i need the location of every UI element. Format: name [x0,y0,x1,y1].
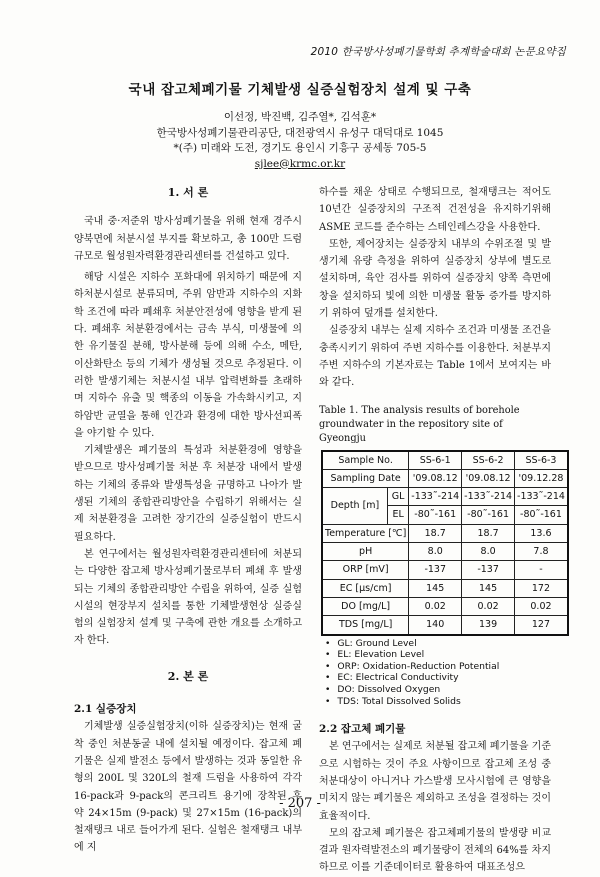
author-names: 이선정, 박진백, 김주열*, 김석훈* [223,111,377,123]
table-row-label: Depth [m] [322,488,387,525]
table-row-label: EL [387,506,408,524]
table-row-label: GL [387,488,408,506]
right-column [319,184,565,877]
affiliation-2: *(주) 미래와 도전, 경기도 용인시 기흥구 공세동 705-5 [173,142,427,154]
groundwater-analysis-table [321,450,569,636]
table-row-label: DO [mg/L] [322,597,409,615]
table-cell: -133˜-214 [462,488,515,506]
table-note: • EC: Electrical Conductivity [325,672,551,684]
paragraph: 실증장치 내부는 실제 지하수 조건과 미생물 조건을 충족시키기 위하여 주변 지하수를 이용한다. 처분부지 주변 지하수의 기본자료는 Table 1에서 보여지는 바와 같다. [319,325,551,389]
left-column [74,184,302,857]
author-block [0,110,600,172]
table-header-cell: SS-6-2 [462,451,515,470]
paper-title: 국내 잡고체폐기물 기체발생 실증실험장치 설계 및 구축 [128,82,472,98]
table-header-cell: SS-6-3 [515,451,568,470]
table-cell: '09.08.12 [409,469,462,487]
subsection-heading-waste: 2.2 잡고체 폐기물 [319,723,406,736]
table-row-label: Temperature [℃] [322,524,409,542]
table-cell: -137 [409,561,462,579]
paragraph: 국내 중·저준위 방사성폐기물을 위해 현재 경주시 양북면에 처분시설 부지를 확보하고, 총 100만 드럼 규모로 월성원자력환경관리센터를 건설하고 있다. [74,216,302,262]
author-email[interactable]: sjlee@krmc.or.kr [254,157,346,170]
table-note: • DO: Dissolved Oxygen [325,684,551,696]
table-cell: 13.6 [515,524,568,542]
table-cell: -80˜-161 [515,506,568,524]
table-row-label: TDS [mg/L] [322,616,409,635]
table-notes [325,638,551,708]
running-header: 2010 한국방사성폐기물학회 추계학술대회 논문요약집 [310,46,566,58]
table-cell: 18.7 [462,524,515,542]
table-row-label: EC [μs/cm] [322,579,409,597]
paragraph: 하수를 채운 상태로 수행되므로, 철재탱크는 적어도 10년간 실증장치의 구조적 건전성을 유지하기위해 ASME 코드를 준수하는 스테인레스강을 사용한다. [319,187,551,233]
table-cell: - [515,561,568,579]
table-cell: 139 [462,616,515,635]
table-row-label: ORP [mV] [322,561,409,579]
table-cell: 172 [515,579,568,597]
table-cell: -80˜-161 [462,506,515,524]
table-cell: 7.8 [515,543,568,561]
table-note: • GL: Ground Level [325,638,551,650]
table-cell: '09.12.28 [515,469,568,487]
paragraph: 모의 잡고체 폐기물은 잡고체폐기물의 발생량 비교결과 원자력발전소의 폐기물량이 전체의 64%를 차지하므로 이를 기준데이터로 활용하여 대표조성으 [319,827,551,874]
paragraph: 본 연구에서는 실제로 처분될 잡고체 폐기물을 기준으로 시험하는 것이 주요 사항이므로 잡고체 조성 중 처분대상이 아니거나 가스발생 모사시험에 큰 영향을 미치지 않는 폐기물은 제외하고 조성을 결정하는 것이 효율적이다. [319,741,551,822]
table-header-cell: Sample No. [322,451,409,470]
table-cell: 145 [462,579,515,597]
table-row-label: pH [322,543,409,561]
table-cell: 0.02 [515,597,568,615]
table-header-cell: SS-6-1 [409,451,462,470]
paragraph: 해당 시설은 지하수 포화대에 위치하기 때문에 지하처분시설로 분류되며, 주위 암반과 지하수의 지화학 조건에 따라 폐쇄후 처분안전성에 영향을 받게 된다. 폐쇄후 처분환경에서는 금속 부식, 미생물에 의한 유기물질 분해, 방사분해 등에 의해 수소, 메탄, 이산화탄소 등의 기체가 생성될 것으로 추정된다. 이러한 발생기체는 처분시설 내부 압력변화를 초래하며 지하수 유출 및 핵종의 이동을 가속화시키고, 지하암반 균열을 통해 인간과 환경에 대한 방사선피폭을 야기할 수 있다. [74,272,302,439]
table-note: • ORP: Oxidation-Reduction Potential [325,661,551,673]
table-cell: '09.08.12 [462,469,515,487]
table-note: • EL: Elevation Level [325,649,551,661]
table-cell: -133˜-214 [409,488,462,506]
table-cell: 140 [409,616,462,635]
table-cell: 18.7 [409,524,462,542]
table-cell: -137 [462,561,515,579]
table-cell: -133˜-214 [515,488,568,506]
page-number: - 207 - [279,796,321,811]
subsection-heading-apparatus: 2.1 실증장치 [74,703,137,716]
table-cell: 127 [515,616,568,635]
section-heading-introduction: 1. 서 론 [167,186,209,199]
paragraph: 본 연구에서는 월성원자력환경관리센터에 처분되는 다양한 잡고체 방사성폐기물로부터 폐쇄 후 발생되는 기체의 종합관리방안 수립을 위하여, 실증 실험시설의 현장부지 설치를 통한 기체발생현상 실증실험의 실험장치 설계 및 구축에 관한 개요를 소개하고자 한다. [74,548,302,647]
paragraph: 기체발생은 폐기물의 특성과 처분환경에 영향을 받으므로 방사성폐기물 처분 후 처분장 내에서 발생하는 기체의 종류와 발생특성을 규명하고 나아가 발생된 기체의 종합관리방안을 수립하기 위해서는 실제 처분환경을 고려한 장기간의 실증실험이 반드시 필요하다. [74,445,302,543]
table-cell: -80˜-161 [409,506,462,524]
table-cell: 0.02 [462,597,515,615]
affiliation-1: 한국방사성폐기물관리공단, 대전광역시 유성구 대덕대로 1045 [156,126,444,139]
table-cell: 8.0 [462,543,515,561]
table-cell: 8.0 [409,543,462,561]
table-caption: Table 1. The analysis results of borehole groundwater in the repository site of Gyeongju [319,404,520,444]
section-heading-body: 2. 본 론 [167,669,209,683]
paragraph: 또한, 제어장치는 실증장치 내부의 수위조절 및 발생기체 유량 측정을 위하여 실증장치 상부에 별도로 설치하며, 육안 검사를 위하여 실증장치 양쪽 측면에 창을 설치하되 빛에 의한 미생물 활동 증가를 방지하기 위하여 덮개를 설치한다. [319,238,551,320]
paragraph: 기체발생 실증실험장치(이하 실증장치)는 현재 굴착 중인 처분동굴 내에 설치될 예정이다. 잡고체 폐기물은 실제 발전소 등에서 발생하는 것과 동일한 유형의 200L 및 320L의 철재 드럼을 사용하여 각각 16-pack과 9-pack의 콘크리트 용기에 장착된 후 약 24×15m (9-pack) 및 27×15m (16-pack)의 철재탱크 내로 들어가게 된다. 실험은 철재탱크 내부에 지 [74,721,302,854]
table-cell: 145 [409,579,462,597]
table-cell: 0.02 [409,597,462,615]
table-note: • TDS: Total Dissolved Solids [325,696,551,708]
table-row-label: Sampling Date [322,469,409,487]
